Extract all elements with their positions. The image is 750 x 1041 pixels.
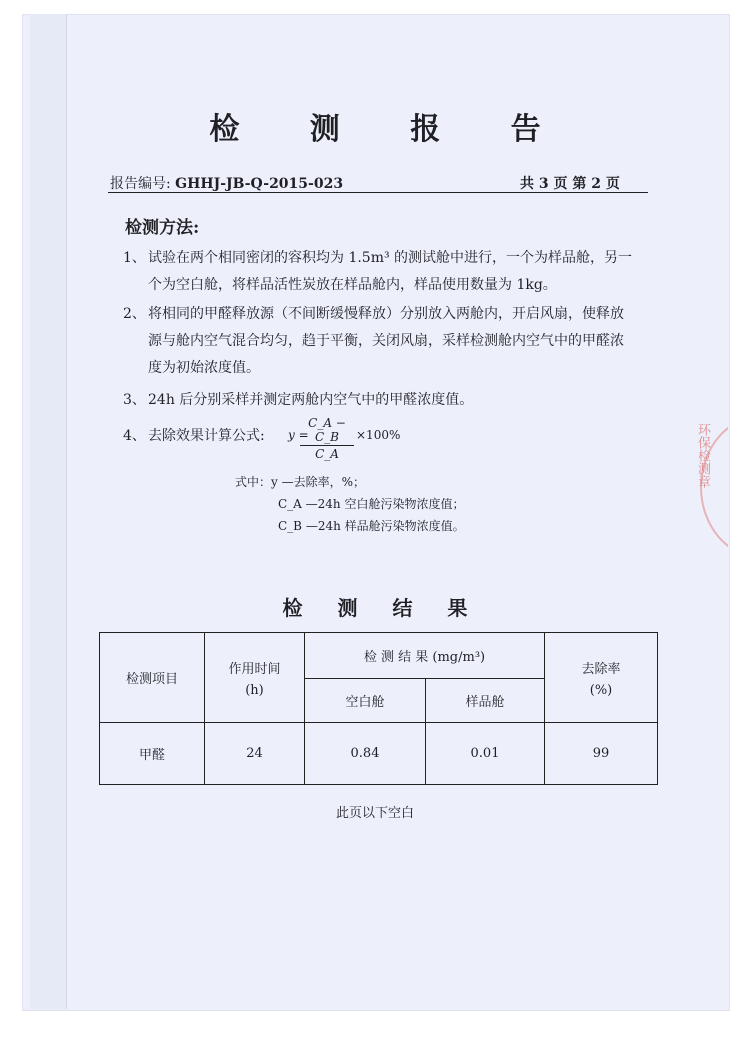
footer-note: 此页以下空白 [335,806,414,821]
formula-note: C_B —24h 样品舱污染物浓度值。 [278,519,465,533]
formula-fraction [300,416,354,461]
method-title: 检测方法: [125,218,200,238]
header-result: 检 测 结 果 (mg/m³) [305,633,545,679]
report-number [110,173,343,193]
header-removal-label: 去除率 [581,661,621,677]
formula-lead: y = [288,428,309,442]
step-number: 2、 [123,306,146,322]
result-title: 检 测 结 果 [282,596,482,620]
cell-removal: 99 [545,723,658,785]
header-blank: 空白舱 [305,679,426,723]
step-number: 4、 [123,428,146,444]
formula-note: C_A —24h 空白舱污染物浓度值； [278,497,465,511]
step-text: 24h 后分别采样并测定两舱内空气中的甲醛浓度值。 [148,392,474,408]
step-number: 1、 [123,250,146,266]
results-table [99,632,658,785]
header-time [205,633,305,723]
step-text: 试验在两个相同密闭的容积均为 1.5m³ 的测试舱中进行，一个为样品舱，另一 [148,250,633,266]
page-info: 共 3 页 第 2 页 [520,176,620,192]
cell-sample: 0.01 [426,723,545,785]
cell-item: 甲醛 [100,723,205,785]
step-text: 源与舱内空气混合均匀，趋于平衡，关闭风扇，采样检测舱内空气中的甲醛浓 [148,333,624,349]
header-time-unit: (h) [245,682,264,698]
stamp-text: 环保检测章 [695,423,710,488]
formula-numerator: C_A − C_B [300,416,354,446]
table-row [100,723,658,785]
document-page [22,14,730,1011]
step-text: 个为空白舱，将样品活性炭放在样品舱内，样品使用数量为 1kg。 [148,277,557,293]
formula-denominator: C_A [315,447,339,461]
binding-margin [30,14,67,1009]
formula-note: 式中：y —去除率，%； [235,475,365,489]
cell-blank: 0.84 [305,723,426,785]
header-removal [545,633,658,723]
step-text: 去除效果计算公式: [148,428,265,444]
header-rule [108,192,648,193]
step-number: 3、 [123,392,146,408]
header-time-label: 作用时间 [228,661,281,677]
report-number-value: GHHJ-JB-Q-2015-023 [175,176,344,192]
report-number-label: 报告编号: [110,176,171,192]
step-text: 将相同的甲醛释放源（不间断缓慢释放）分别放入两舱内，开启风扇，使释放 [148,306,624,322]
header-removal-unit: (%) [589,682,613,698]
red-stamp [688,405,728,560]
header-sample: 样品舱 [426,679,545,723]
step-text: 度为初始浓度值。 [148,360,260,376]
page-title: 检 测 报 告 [209,112,571,147]
cell-time: 24 [205,723,305,785]
header-item: 检测项目 [100,633,205,723]
formula-tail: ×100% [356,428,401,442]
